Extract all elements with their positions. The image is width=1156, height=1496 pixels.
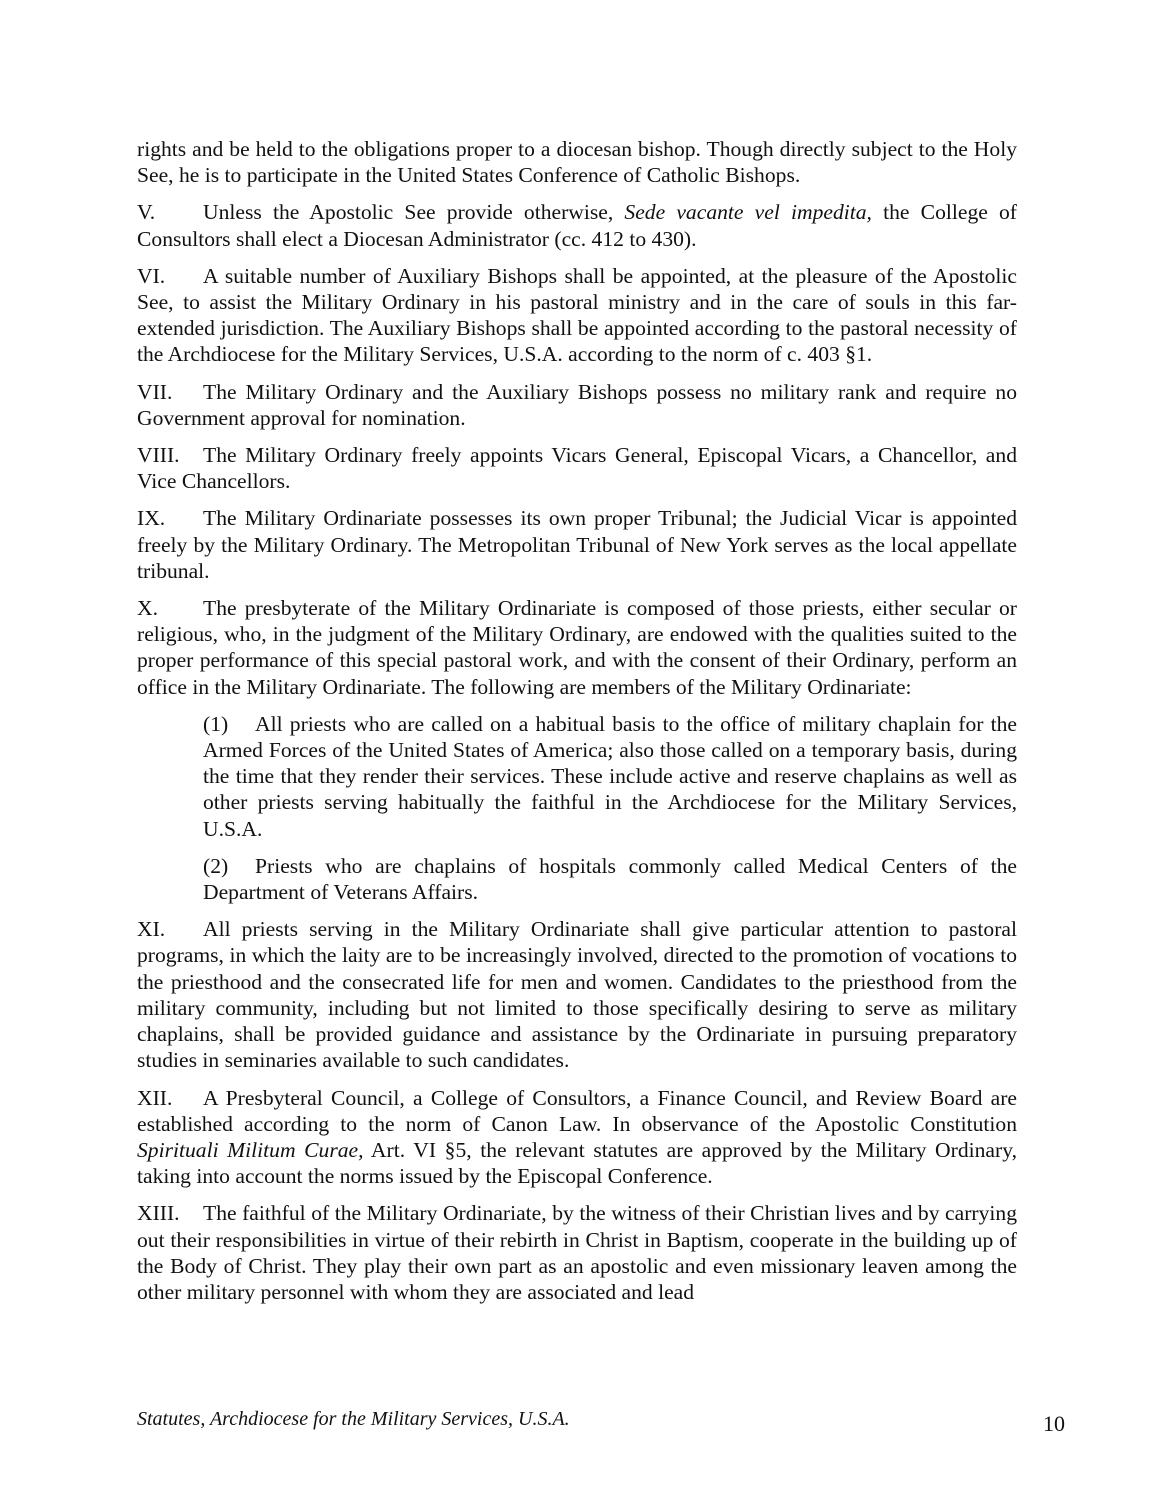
paragraph-text: All priests serving in the Military Ordinariate shall give particular attention to pastoral programs, in which the laity are to be increasingly involved, directed to the promotion of vocations to the priesthood and the consecrated life for men and women. Candidates to the priesthood from the military community, including but not limited to those specifically desiring to serve as military chaplains, shall be provided guidance and assistance by the Ordinariate in pursuing preparatory studies in seminaries available to such candidates. <box>137 917 1017 1073</box>
subparagraph-text: Priests who are chaplains of hospitals commonly called Medical Centers of the Department of Veterans Affairs. <box>203 853 1017 905</box>
paragraph-vii <box>137 379 1017 431</box>
paragraph-text: Art. VI §5, the relevant statutes are approved by the Military Ordinary, taking into account the norms issued by the Episcopal Conference. <box>137 1137 1017 1189</box>
paragraph-number: VII. <box>137 379 173 404</box>
paragraph-viii <box>137 442 1017 494</box>
paragraph-number: VI. <box>137 263 166 288</box>
paragraph-xii <box>137 1085 1017 1190</box>
latin-title: Spirituali Militum Curae, <box>137 1137 364 1162</box>
paragraph-ix <box>137 505 1017 584</box>
paragraph-text: Unless the Apostolic See provide otherwise, <box>203 200 625 225</box>
latin-phrase: Sede vacante vel impedita, <box>624 200 872 225</box>
paragraph-v <box>137 199 1017 251</box>
paragraph-number: X. <box>137 596 158 621</box>
paragraph-text: The Military Ordinariate possesses its own proper Tribunal; the Judicial Vicar is appointed freely by the Military Ordinary. The Metropolitan Tribunal of New York serves as the local appellate tribunal. <box>137 506 1017 583</box>
paragraph-continued <box>137 136 1017 188</box>
paragraph-xiii <box>137 1200 1017 1305</box>
paragraph-text: The faithful of the Military Ordinariate, by the witness of their Christian lives and by carrying out their responsibilities in virtue of their rebirth in Christ in Baptism, cooperate in the building up of the Body of Christ. They play their own part as an apostolic and even missionary leaven among the other military personnel with whom they are associated and lead <box>137 1201 1017 1304</box>
paragraph-number: V. <box>137 200 156 225</box>
paragraph-text: A Presbyteral Council, a College of Consultors, a Finance Council, and Review Board are established according to the norm of Canon Law. In observance of the Apostolic Constitution <box>137 1085 1017 1136</box>
paragraph-text: The Military Ordinary and the Auxiliary Bishops possess no military rank and require no Government approval for nomination. <box>137 379 1017 430</box>
subparagraph-text: All priests who are called on a habitual basis to the office of military chaplain for the Armed Forces of the United States of America; also those called on a temporary basis, during the time that they render their services. These include active and reserve chaplains as well as other priests serving habitually the faithful in the Archdiocese for the Military Services, U.S.A. <box>203 711 1017 841</box>
paragraph-text: rights and be held to the obligations proper to a diocesan bishop. Though directly subject to the Holy See, he is to participate in the United States Conference of Catholic Bishops. <box>137 137 1017 188</box>
paragraph-xi <box>137 916 1017 1073</box>
page-footer <box>137 1408 1065 1438</box>
body-text <box>137 136 1017 1316</box>
subparagraph-number: (1) <box>203 711 229 736</box>
paragraph-text: A suitable number of Auxiliary Bishops shall be appointed, at the pleasure of the Apostolic See, to assist the Military Ordinary in his pastoral ministry and in the care of souls in this far-extended jurisdiction. The Auxiliary Bishops shall be appointed according to the pastoral necessity of the Archdiocese for the Military Services, U.S.A. according to the norm of c. 403 §1. <box>137 263 1017 367</box>
footer-title: Statutes, Archdiocese for the Military Services, U.S.A. <box>137 1408 570 1430</box>
page-number: 10 <box>1043 1411 1065 1436</box>
subparagraph-x-2 <box>203 853 1017 905</box>
paragraph-number: XIII. <box>137 1201 180 1226</box>
paragraph-number: XI. <box>137 917 166 942</box>
paragraph-vi <box>137 263 1017 368</box>
subparagraph-x-1 <box>203 711 1017 842</box>
paragraph-x <box>137 595 1017 700</box>
paragraph-number: XII. <box>137 1085 173 1110</box>
paragraph-number: VIII. <box>137 443 180 468</box>
subparagraph-number: (2) <box>203 853 229 878</box>
paragraph-text: the College of Consultors shall elect a Diocesan Administrator (cc. 412 to 430). <box>137 200 1017 251</box>
paragraph-text: The presbyterate of the Military Ordinariate is composed of those priests, either secular or religious, who, in the judgment of the Military Ordinary, are endowed with the qualities suited to the proper performance of this special pastoral work, and with the consent of their Ordinary, perform an office in the Military Ordinariate. The following are members of the Military Ordinariate: <box>137 596 1017 699</box>
paragraph-number: IX. <box>137 506 166 531</box>
paragraph-text: The Military Ordinary freely appoints Vicars General, Episcopal Vicars, a Chancellor, and Vice Chancellors. <box>137 443 1017 494</box>
